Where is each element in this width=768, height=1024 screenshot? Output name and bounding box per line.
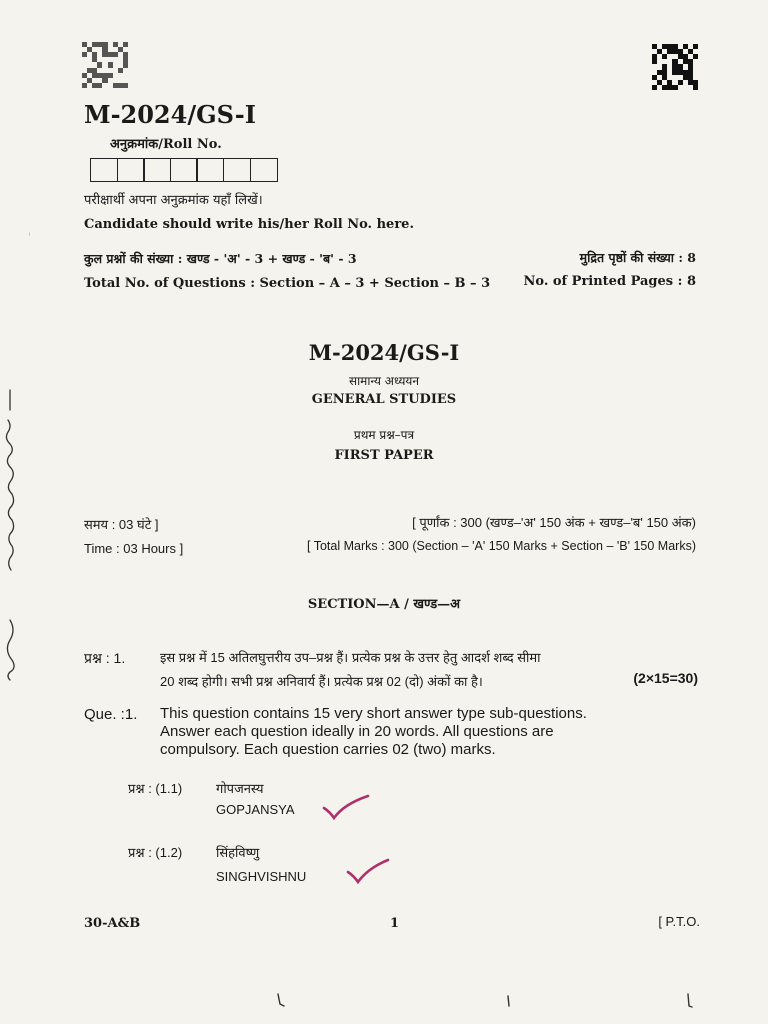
roll-number-box[interactable] [143, 158, 171, 182]
section-heading: SECTION—A / खण्ड—अ [307, 597, 461, 612]
subject-english: GENERAL STUDIES [311, 392, 457, 407]
paper-hindi: प्रथम प्रश्न–पत्र [353, 428, 415, 442]
subquestion-label: प्रश्न : (1.2) [128, 845, 183, 860]
paper-code-header: M-2024/GS-I [84, 100, 256, 129]
check-mark-icon [322, 792, 372, 822]
check-mark-icon [346, 856, 392, 886]
paper-english: FIRST PAPER [334, 448, 434, 463]
subquestion-hindi-term: सिंहविष्णु [216, 845, 260, 860]
marks-hindi: [ पूर्णांक : 300 (खण्ड–'अ' 150 अंक + खण्ड–'ब' 150 अंक) [412, 515, 696, 530]
question-label-hindi: प्रश्न : 1. [84, 650, 126, 666]
time-english: Time : 03 Hours ] [84, 541, 184, 556]
subquestion-answer: SINGHVISHNU [216, 869, 307, 884]
bottom-scan-marks-icon [260, 990, 700, 1014]
question-text-hindi-line1: इस प्रश्न में 15 अतिलघुत्तरीय उप–प्रश्न हैं। प्रत्येक प्रश्न के उत्तर हेतु आदर्श शब्द सीमा [160, 650, 541, 665]
footer-code: 30-A&B [84, 916, 141, 931]
marks-english: [ Total Marks : 300 (Section – 'A' 150 Marks + Section – 'B' 150 Marks) [306, 539, 696, 553]
question-text-hindi-line2: 20 शब्द होगी। सभी प्रश्न अनिवार्य हैं। प्रत्येक प्रश्न 02 (दो) अंकों का है। [160, 674, 483, 689]
roll-instruction-english: Candidate should write his/her Roll No. here. [84, 217, 414, 232]
total-questions-hindi: कुल प्रश्नों की संख्या : खण्ड - 'अ' - 3 + खण्ड - 'ब' - 3 [84, 251, 357, 266]
qr-code-left [82, 42, 128, 88]
roll-instruction-hindi: परीक्षार्थी अपना अनुक्रमांक यहाँ लिखें। [84, 193, 263, 208]
subject-hindi: सामान्य अध्ययन [348, 374, 420, 388]
question-label-english: Que. :1. [84, 706, 138, 723]
roll-number-label: अनुक्रमांक/Roll No. [110, 137, 222, 152]
question-marks: (2×15=30) [633, 670, 698, 686]
question-text-english-line3: compulsory. Each question carries 02 (two) marks. [160, 741, 496, 758]
printed-pages-english: No. of Printed Pages : 8 [523, 274, 696, 289]
margin-binding-marks-icon [0, 200, 30, 900]
question-text-english-line1: This question contains 15 very short answer type sub-questions. [160, 705, 587, 722]
qr-code-right [652, 44, 698, 90]
roll-number-box[interactable] [170, 158, 198, 182]
roll-number-box[interactable] [250, 158, 278, 182]
roll-number-box[interactable] [223, 158, 251, 182]
question-text-english-line2: Answer each question ideally in 20 words. All questions are [160, 723, 554, 740]
paper-code-title: M-2024/GS-I [308, 340, 460, 365]
subquestion-label: प्रश्न : (1.1) [128, 781, 183, 796]
printed-pages-hindi: मुद्रित पृष्ठों की संख्या : 8 [579, 250, 696, 265]
subquestion-hindi-term: गोपजनस्य [216, 781, 264, 796]
page-number: 1 [390, 916, 400, 931]
time-hindi: समय : 03 घंटे ] [84, 517, 159, 532]
roll-number-box[interactable] [196, 158, 224, 182]
total-questions-english: Total No. of Questions : Section – A – 3 + Section – B – 3 [84, 276, 491, 291]
subquestion-answer: GOPJANSYA [216, 802, 295, 817]
roll-number-box[interactable] [90, 158, 118, 182]
roll-number-box[interactable] [117, 158, 145, 182]
pto-label: [ P.T.O. [658, 914, 700, 929]
roll-number-boxes[interactable] [90, 158, 276, 182]
